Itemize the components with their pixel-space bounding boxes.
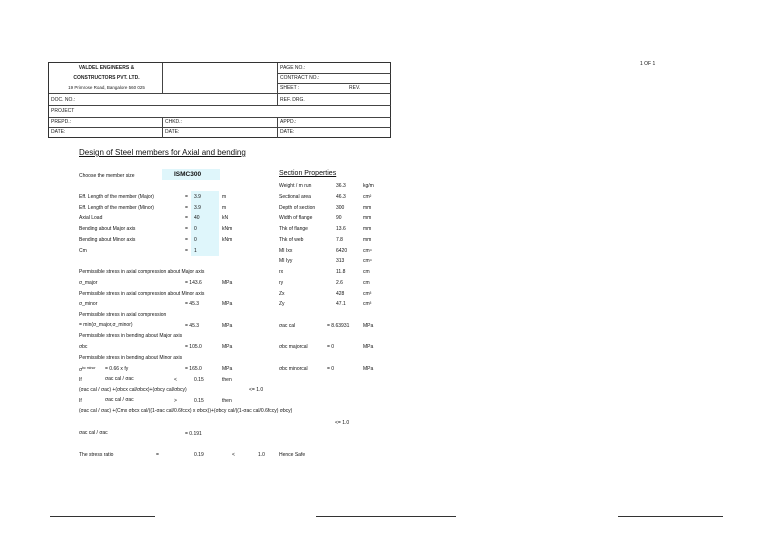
prop-label: Depth of section xyxy=(279,205,316,211)
if-label-1: If xyxy=(79,377,82,383)
input-unit: m xyxy=(222,205,227,211)
input-label: Axial Load xyxy=(79,215,103,221)
input-column xyxy=(191,191,219,256)
formula-1: (σac cal / σac) +(σbcx cal/σbcx)+(σbcy cal/σbcy) xyxy=(79,387,187,393)
prop-value: 36.3 xyxy=(336,183,346,189)
sigma-minor-unit: MPa xyxy=(222,301,233,307)
prop-label: Thk of flange xyxy=(279,226,308,232)
sac-label: σac cal xyxy=(279,323,296,329)
prop-value: 90 xyxy=(336,215,342,221)
signature-line-right xyxy=(618,516,723,517)
input-eq: = xyxy=(185,215,188,221)
project-label: PROJECT xyxy=(51,108,75,114)
chkd-label: CHKD.: xyxy=(165,119,182,125)
if-op-2: > xyxy=(174,398,177,404)
prop-value: 6420 xyxy=(336,248,348,254)
input-value-axial-load[interactable]: 40 xyxy=(194,215,200,221)
sbc-major-value: = 0 xyxy=(327,344,335,350)
prop-unit: mm xyxy=(363,215,372,221)
member-size-label: Choose the member size xyxy=(79,173,135,179)
page-no-label: PAGE NO.: xyxy=(280,65,306,71)
input-eq: = xyxy=(185,226,188,232)
prop-label: MI Iyy xyxy=(279,258,293,264)
input-unit: kN xyxy=(222,215,229,221)
prop-label: Thk of web xyxy=(279,237,304,243)
sbc-minor-unit: MPa xyxy=(222,366,233,372)
member-size-value: ISMC300 xyxy=(174,171,202,178)
sigma-major-value: = 143.6 xyxy=(185,280,202,286)
formula-2-limit: <= 1.0 xyxy=(335,420,350,426)
input-label: Eff. Length of the member (Major) xyxy=(79,194,154,200)
prop-value: 428 xyxy=(336,291,345,297)
input-label: Bending about Minor axis xyxy=(79,237,136,243)
input-label: Eff. Length of the member (Minor) xyxy=(79,205,154,211)
signature-line-left xyxy=(50,516,155,517)
sigma-major-label: σ_major xyxy=(79,280,98,286)
prop-label: rx xyxy=(279,269,284,275)
ratio-label: σac cal / σac xyxy=(79,430,108,436)
min-label: = min(σ_major,σ_minor) xyxy=(79,322,133,328)
prop-label: Width of flange xyxy=(279,215,313,221)
input-unit: kNm xyxy=(222,237,233,243)
prop-unit: cm³ xyxy=(363,291,372,297)
input-value-bending-minor[interactable]: 0 xyxy=(194,237,197,243)
prop-label: Weight / m run xyxy=(279,183,312,189)
stress-ratio-op: < xyxy=(232,452,235,458)
perm-axial-major-label: Permissible stress in axial compression about Major axis xyxy=(79,269,205,275)
date-label-2: DATE: xyxy=(165,129,180,135)
prop-unit: cm² xyxy=(363,194,372,200)
section-properties-title: Section Properties xyxy=(279,170,337,177)
prepd-label: PREPD.: xyxy=(51,119,72,125)
prop-value: 46.3 xyxy=(336,194,346,200)
prop-value: 11.8 xyxy=(336,269,346,275)
formula-2: (σac cal / σac) +(Cmx σbcx cal/((1-σac cal/0.6fccx) x σbcx))+(σbcy cal/((1-σac cal/0.6fccy) σbcy) xyxy=(79,408,293,414)
prop-value: 7.8 xyxy=(336,237,343,243)
prop-value: 47.1 xyxy=(336,301,346,307)
if-val-2: 0.15 xyxy=(194,398,204,404)
prop-label: Sectional area xyxy=(279,194,311,200)
input-label: Bending about Major axis xyxy=(79,226,136,232)
contract-no-label: CONTRACT NO.: xyxy=(280,75,320,81)
input-value-eff-length-minor[interactable]: 3.9 xyxy=(194,205,201,211)
input-unit: kNm xyxy=(222,226,233,232)
if-ratio-2: σac cal / σac xyxy=(105,397,134,403)
sbc-minorcal-value: = 0 xyxy=(327,366,335,372)
signature-line-center xyxy=(316,516,456,517)
input-eq: = xyxy=(185,194,188,200)
sbc-major-unit: MPa xyxy=(363,344,374,350)
stress-ratio-eq: = xyxy=(156,452,159,458)
if-then-2: then xyxy=(222,398,232,404)
sbc-minorcal-label: σbc minorcal xyxy=(279,366,308,372)
sbc-minor-value: = 165.0 xyxy=(185,366,202,372)
company-name-line2: CONSTRUCTORS PVT. LTD. xyxy=(73,75,140,81)
prop-unit: cm xyxy=(363,280,370,286)
company-name-line1: VALDEL ENGINEERS & xyxy=(78,65,135,71)
prop-value: 2.6 xyxy=(336,280,343,286)
ratio-value: = 0.191 xyxy=(185,431,202,437)
stress-ratio-limit: 1.0 xyxy=(258,452,265,458)
sac-value: = 8.63931 xyxy=(327,323,350,329)
date-label-3: DATE: xyxy=(280,129,295,135)
sbc-label: σbc xyxy=(79,344,88,350)
prop-label: Zy xyxy=(279,301,285,307)
stress-ratio-verdict: Hence Safe xyxy=(279,452,306,458)
prop-unit: cm xyxy=(363,269,370,275)
stress-ratio-label: The stress ratio xyxy=(79,452,114,458)
prop-label: MI Ixx xyxy=(279,248,293,254)
sbc-value: = 105.0 xyxy=(185,344,202,350)
formula-1-limit: <= 1.0 xyxy=(249,387,264,393)
prop-value: 13.6 xyxy=(336,226,346,232)
sbc-unit: MPa xyxy=(222,344,233,350)
doc-no-label: DOC. NO.: xyxy=(51,97,76,103)
input-eq: = xyxy=(185,237,188,243)
prop-value: 300 xyxy=(336,205,345,211)
if-val-1: 0.15 xyxy=(194,377,204,383)
ref-drg-label: REF. DRG. xyxy=(280,97,305,103)
perm-axial-minor-label: Permissible stress in axial compression about Minor axis xyxy=(79,291,205,297)
prop-label: ry xyxy=(279,280,284,286)
prop-unit: mm xyxy=(363,226,372,232)
sigma-minor-value: = 45.3 xyxy=(185,301,200,307)
prop-label: Zx xyxy=(279,291,285,297)
sbc-minor-label: $\sigma^{bc minor}$ xyxy=(79,366,96,373)
if-op-1: < xyxy=(174,377,177,383)
input-value-eff-length-major[interactable]: 3.9 xyxy=(194,194,201,200)
prop-unit: cm⁴ xyxy=(363,258,372,264)
sbc-major-label: σbc majorcal xyxy=(279,344,308,350)
prop-value: 313 xyxy=(336,258,345,264)
date-label-1: DATE: xyxy=(51,129,66,135)
min-value: = 45.3 xyxy=(185,323,200,329)
page-number: 1 OF 1 xyxy=(640,61,656,67)
sbc-minorcal-unit: MPa xyxy=(363,366,374,372)
stress-ratio-value: 0.19 xyxy=(194,452,204,458)
company-address: 19 Primrose Road, Bangalore 560 025 xyxy=(68,85,145,90)
if-label-2: If xyxy=(79,398,82,404)
input-value-cm[interactable]: 1 xyxy=(194,248,197,254)
sac-unit: MPa xyxy=(363,323,374,329)
title-block xyxy=(48,62,391,138)
input-eq: = xyxy=(185,205,188,211)
appd-label: APPD.: xyxy=(280,119,297,125)
if-ratio-1: σac cal / σac xyxy=(105,376,134,382)
input-unit: m xyxy=(222,194,227,200)
sigma-minor-label: σ_minor xyxy=(79,301,98,307)
sheet-label: SHEET : xyxy=(280,85,300,91)
page-title: Design of Steel members for Axial and bending xyxy=(79,148,246,157)
prop-unit: cm³ xyxy=(363,301,372,307)
prop-unit: mm xyxy=(363,237,372,243)
prop-unit: mm xyxy=(363,205,372,211)
min-unit: MPa xyxy=(222,323,233,329)
sigma-major-unit: MPa xyxy=(222,280,233,286)
input-value-bending-major[interactable]: 0 xyxy=(194,226,197,232)
rev-label: REV. xyxy=(349,85,361,91)
if-then-1: then xyxy=(222,377,232,383)
input-label: Cm xyxy=(79,248,87,254)
sbc-minor-formula: = 0.66 x fy xyxy=(105,366,129,372)
prop-unit: kg/m xyxy=(363,183,374,189)
input-eq: = xyxy=(185,248,188,254)
prop-unit: cm⁴ xyxy=(363,248,372,254)
perm-axial-label: Permissible stress in axial compression xyxy=(79,312,167,318)
perm-bend-major-label: Permissible stress in bending about Major axis xyxy=(79,333,183,339)
perm-bend-minor-label: Permissible stress in bending about Minor axis xyxy=(79,355,183,361)
